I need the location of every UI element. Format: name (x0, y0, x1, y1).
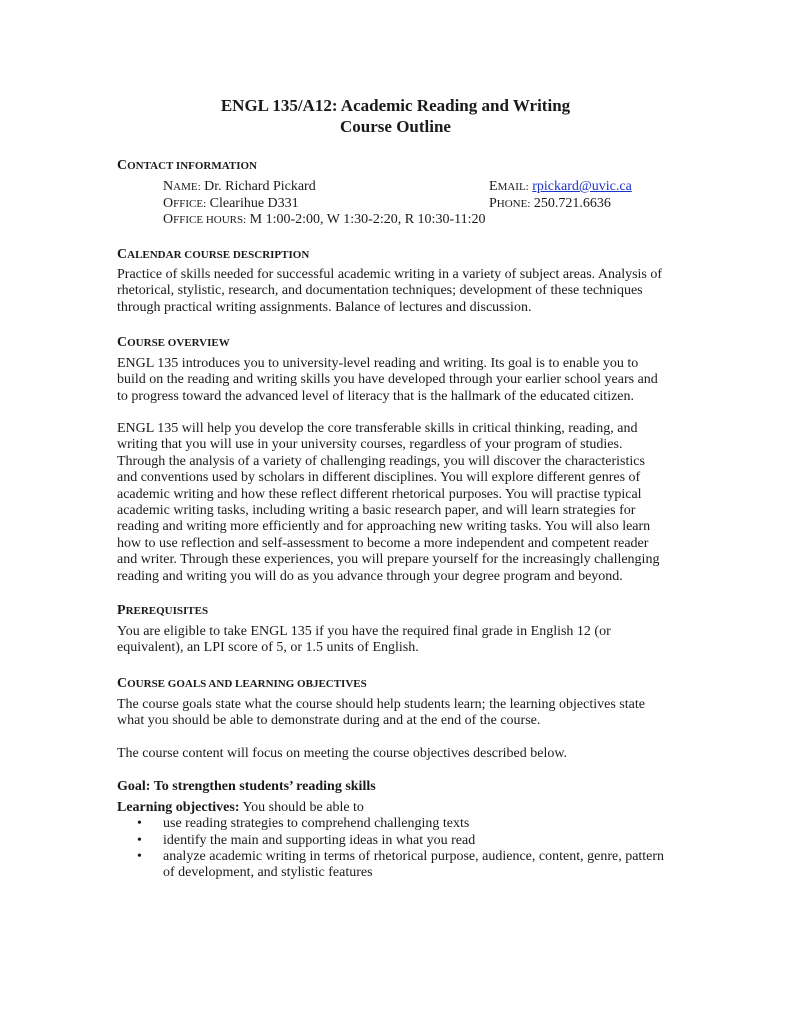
text-line: You are eligible to take ENGL 135 if you have the required final grade in English 12 (or (117, 624, 611, 639)
phone-value: 250.721.6636 (533, 196, 611, 211)
instructor-email (489, 179, 632, 195)
name-label: NAME: (163, 179, 201, 194)
text-line: build on the reading and writing skills you have developed through your earlier school years and (117, 372, 658, 388)
instructor-name (163, 179, 316, 195)
text-line: how to use reflection and self-assessment to become a more independent and competent reader (117, 535, 649, 551)
text-line: to progress toward the advanced level of literacy that is the hallmark of the educated citizen. (117, 388, 635, 404)
office-hours-value: M 1:00-2:00, W 1:30-2:20, R 10:30-11:20 (249, 212, 486, 227)
calendar-description (117, 267, 677, 316)
document-subtitle: Course Outline (340, 117, 451, 136)
phone-label: PHONE: (489, 196, 531, 211)
email-link[interactable]: rpickard@uvic.ca (532, 179, 632, 194)
text-line: ENGL 135 introduces you to university-level reading and writing. Its goal is to enable you to (117, 356, 639, 371)
text-line: and writer. Through these experiences, you will prepare yourself for the increasingly challenging (117, 552, 660, 568)
office-hours (163, 212, 485, 228)
overview-paragraph-2 (117, 421, 677, 585)
list-item: analyze academic writing in terms of rhetorical purpose, audience, content, genre, pattern of development, and stylistic features (163, 849, 665, 881)
list-item: identify the main and supporting ideas in what you read (163, 833, 476, 848)
text-line: and conventions used by scholars in different disciplines. You will explore different genres of (117, 470, 641, 486)
text-line: reading and writing more efficiently and for approaching new writing tasks. You will also learn (117, 519, 651, 535)
email-label: EMAIL: (489, 179, 529, 194)
text-line: through practical writing assignments. Balance of lectures and discussion. (117, 299, 532, 315)
text-line: academic writing tasks, including writing a basic research paper, and will learn strategies for (117, 503, 636, 519)
text-line: reading and writing you will do as you advance through your degree program and beyond. (117, 568, 623, 584)
text-line: rhetorical, stylistic, research, and documentation techniques; development of these techniques (117, 283, 643, 299)
text-line: Through the analysis of a variety of challenging readings, you will discover the characteristics (117, 453, 645, 469)
overview-paragraph-1 (117, 356, 677, 405)
bullet-icon: • (137, 849, 142, 864)
text-line: ENGL 135 will help you develop the core transferable skills in critical thinking, reading, and (117, 421, 638, 436)
text-line: The course goals state what the course should help students learn; the learning objectives state (117, 697, 645, 712)
goals-paragraph-1 (117, 697, 677, 730)
text-line: academic writing and how these reflect different rhetorical purposes. You will practise typical (117, 486, 642, 502)
bullet-icon: • (137, 833, 142, 848)
prerequisites-text (117, 624, 677, 657)
office-hours-label: OFFICE HOURS: (163, 212, 247, 227)
learning-objectives-intro: Learning objectives: You should be able to (117, 800, 364, 815)
text-line: what you should be able to demonstrate during and at the end of the course. (117, 713, 541, 729)
overview-heading: COURSE OVERVIEW (117, 335, 230, 350)
goal-title: Goal: To strengthen students’ reading skills (117, 779, 376, 794)
text-line: writing that you will use in your university courses, regardless of your program of studies. (117, 437, 623, 453)
document-title: ENGL 135/A12: Academic Reading and Writing (220, 96, 571, 115)
prerequisites-heading: PREREQUISITES (117, 603, 209, 618)
goals-heading: COURSE GOALS AND LEARNING OBJECTIVES (117, 676, 367, 691)
office-label: OFFICE: (163, 196, 207, 211)
name-value: Dr. Richard Pickard (204, 179, 316, 194)
instructor-phone (489, 196, 611, 212)
text-line: equivalent), an LPI score of 5, or 1.5 units of English. (117, 640, 419, 656)
bullet-icon: • (137, 816, 142, 831)
text-line: Practice of skills needed for successful academic writing in a variety of subject areas. Analysis of (117, 267, 663, 282)
goals-paragraph-2: The course content will focus on meeting the course objectives described below. (117, 746, 568, 761)
office-value: Clearihue D331 (209, 196, 299, 211)
learning-objectives-label: Learning objectives: (117, 800, 240, 815)
calendar-heading: CALENDAR COURSE DESCRIPTION (117, 247, 310, 262)
contact-heading: CONTACT INFORMATION (117, 158, 257, 173)
list-item: use reading strategies to comprehend challenging texts (163, 816, 470, 831)
instructor-office (163, 196, 299, 212)
